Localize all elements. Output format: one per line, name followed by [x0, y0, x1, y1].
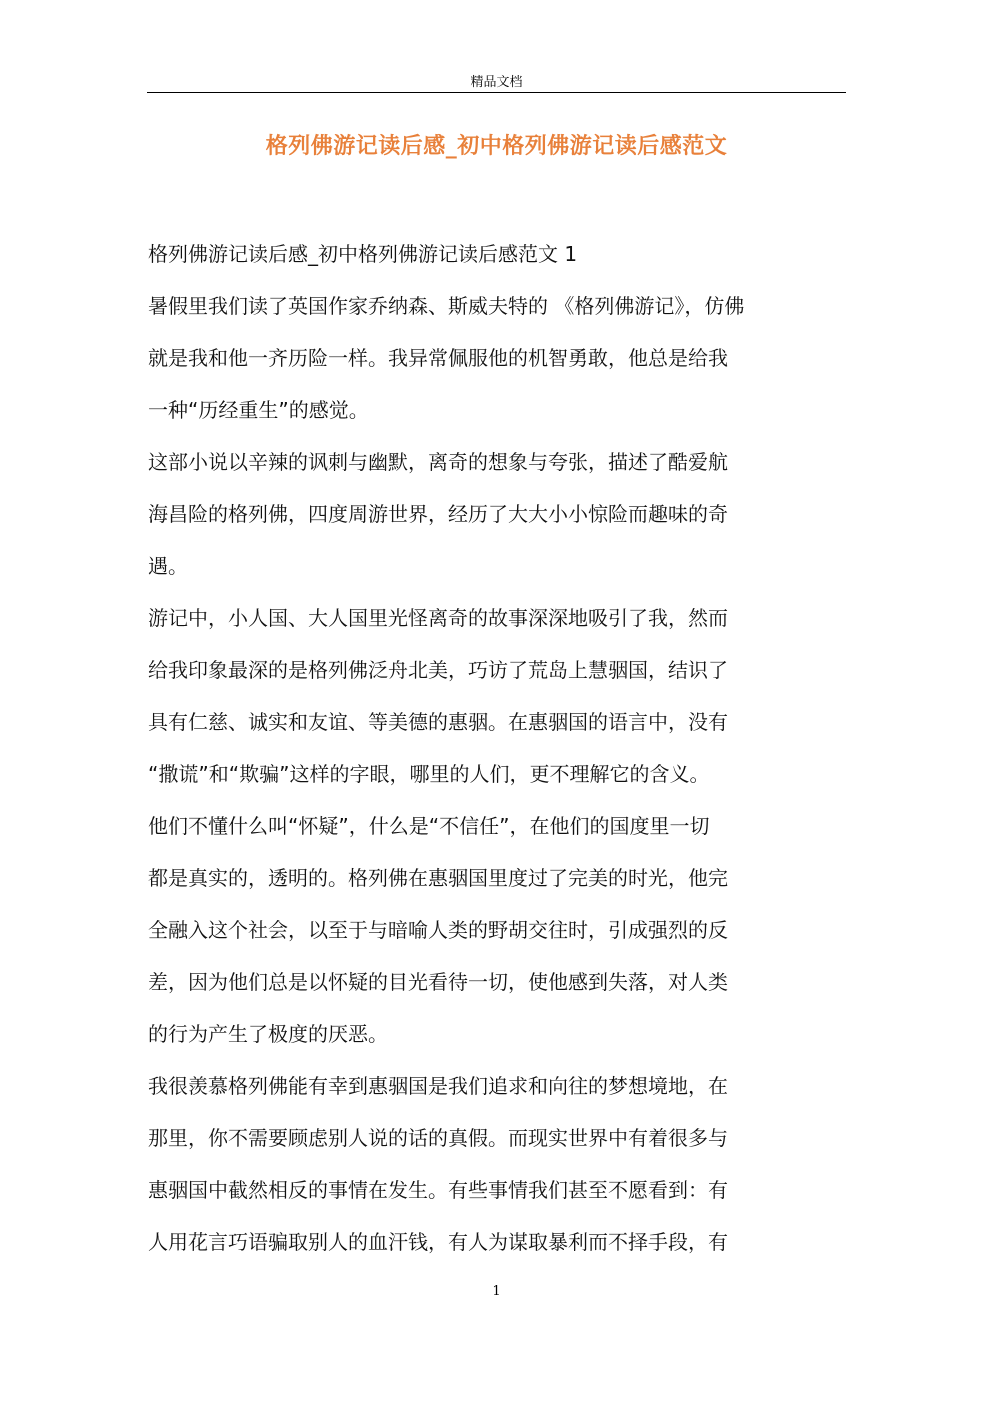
text-line: 就是我和他一齐历险一样。我异常佩服他的机智勇敢，他总是给我: [148, 346, 728, 370]
header-label: 精品文档: [470, 75, 523, 90]
text-line: 的行为产生了极度的厌恶。: [148, 1022, 388, 1046]
text-line: 遇。: [148, 554, 188, 578]
text-line: 人用花言巧语骗取别人的血汗钱，有人为谋取暴利而不择手段，有: [148, 1230, 728, 1254]
text-line: 具有仁慈、诚实和友谊、等美德的惠骃。在惠骃国的语言中，没有: [148, 710, 728, 734]
text-line: 这部小说以辛辣的讽刺与幽默，离奇的想象与夸张，描述了酷爱航: [148, 450, 728, 474]
text-line: “撒谎”和“欺骗”这样的字眼，哪里的人们，更不理解它的含义。: [148, 762, 710, 786]
text-line: 都是真实的，透明的。格列佛在惠骃国里度过了完美的时光，他完: [148, 866, 728, 890]
text-line: 那里，你不需要顾虑别人说的话的真假。而现实世界中有着很多与: [148, 1126, 728, 1150]
section-heading: 格列佛游记读后感_初中格列佛游记读后感范文 1: [148, 242, 578, 266]
text-line: 差，因为他们总是以怀疑的目光看待一切，使他感到失落，对人类: [148, 970, 728, 994]
header-divider: [147, 92, 846, 93]
page-number: 1: [492, 1284, 501, 1299]
text-line: 游记中，小人国、大人国里光怪离奇的故事深深地吸引了我，然而: [148, 606, 728, 630]
text-line: 我很羡慕格列佛能有幸到惠骃国是我们追求和向往的梦想境地，在: [148, 1074, 728, 1098]
text-line: 惠骃国中截然相反的事情在发生。有些事情我们甚至不愿看到：有: [148, 1178, 728, 1202]
text-line: 一种“历经重生”的感觉。: [148, 398, 369, 422]
text-line: 全融入这个社会，以至于与暗喻人类的野胡交往时，引成强烈的反: [148, 918, 728, 942]
document-title: 格列佛游记读后感_初中格列佛游记读后感范文: [265, 134, 728, 159]
text-line: 给我印象最深的是格列佛泛舟北美，巧访了荒岛上慧骃国，结识了: [148, 658, 728, 682]
document-body: [148, 232, 848, 1272]
text-line: 暑假里我们读了英国作家乔纳森、斯威夫特的 《格列佛游记》，仿佛: [148, 294, 745, 318]
text-line: 海昌险的格列佛，四度周游世界，经历了大大小小惊险而趣味的奇: [148, 502, 728, 526]
text-line: 他们不懂什么叫“怀疑”，什么是“不信任”，在他们的国度里一切: [148, 814, 710, 838]
